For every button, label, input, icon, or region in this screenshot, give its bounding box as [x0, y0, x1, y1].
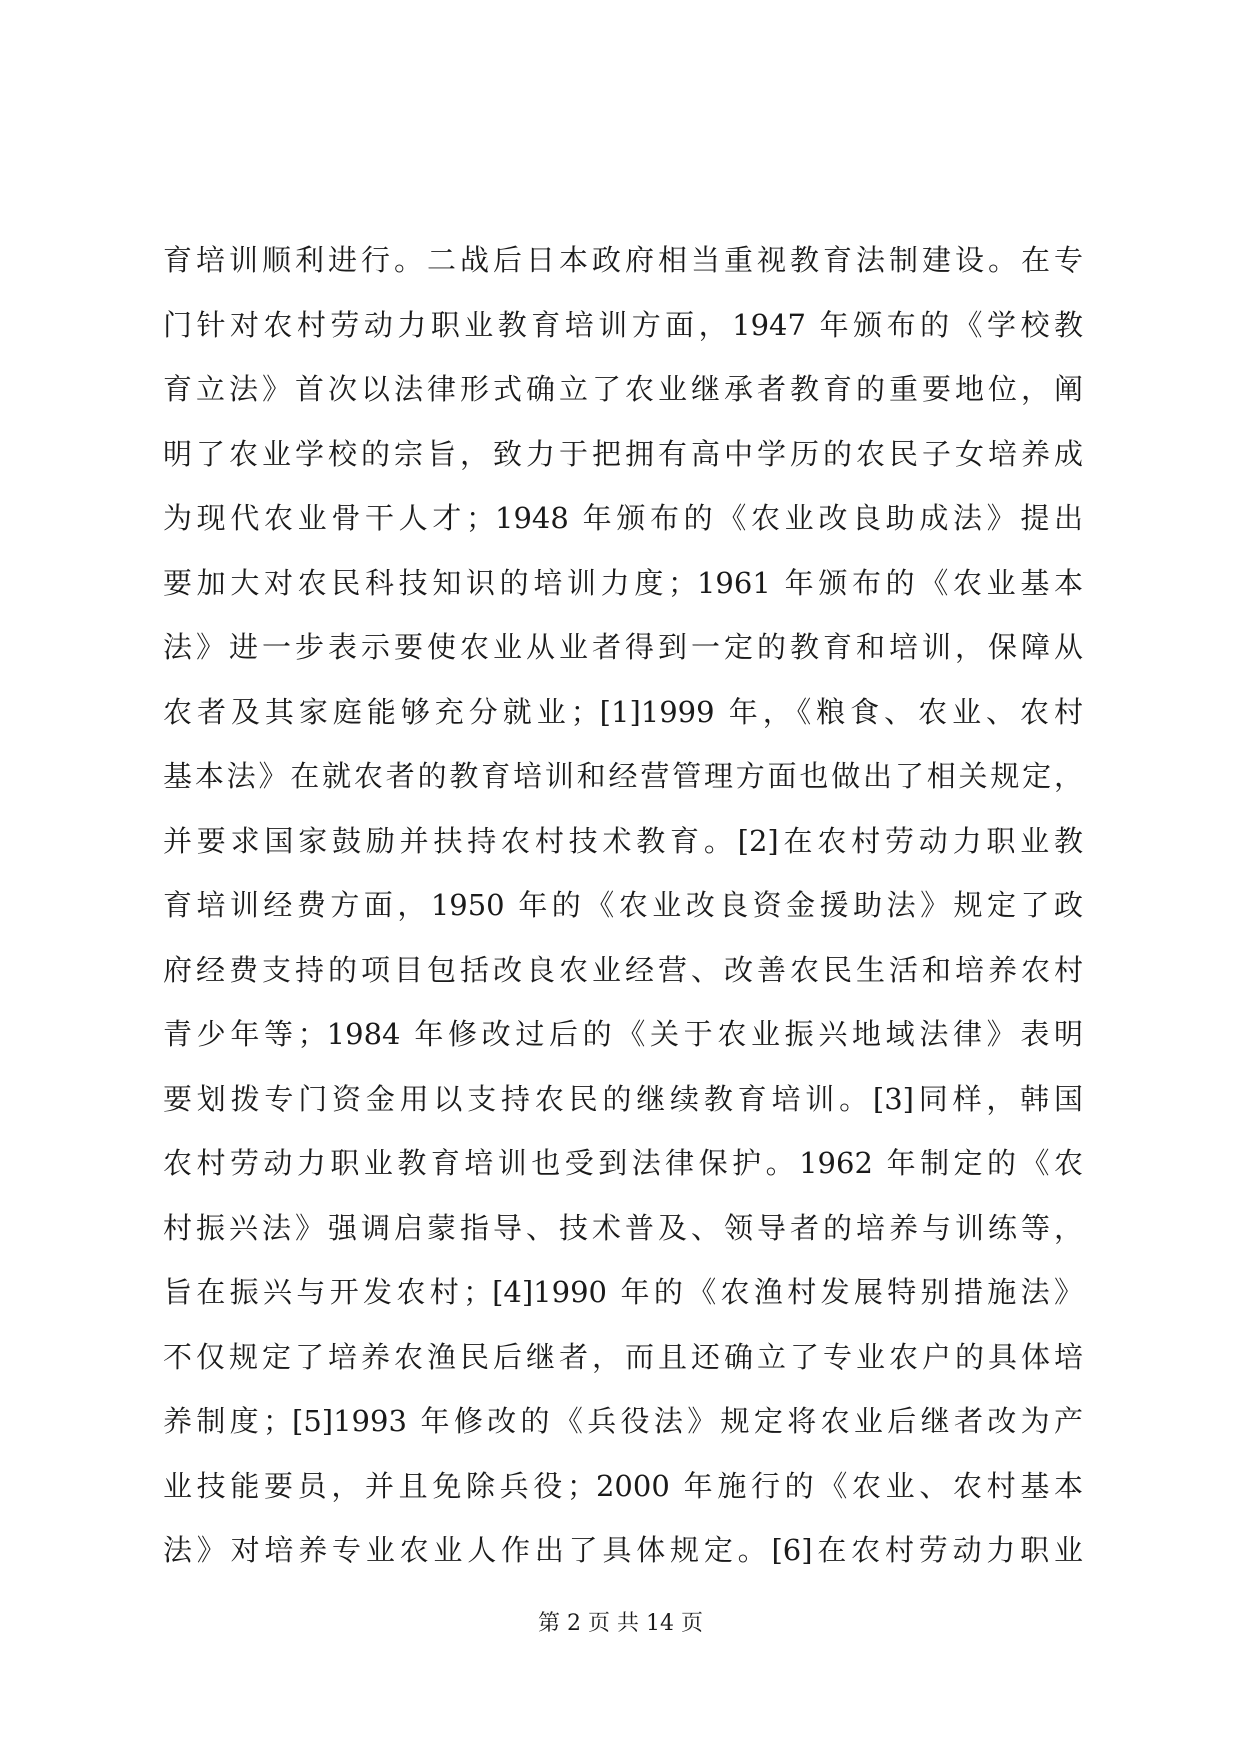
text-line: 业技能要员，并且免除兵役；2000 年施行的《农业、农村基本 — [163, 1468, 1083, 1503]
text-line: 旨在振兴与开发农村；[4]1990 年的《农渔村发展特别措施法》 — [163, 1275, 1083, 1309]
text-line: 养制度；[5]1993 年修改的《兵役法》规定将农业后继者改为产 — [163, 1404, 1083, 1438]
text-line: 府经费支持的项目包括改良农业经营、改善农民生活和培养农村 — [163, 952, 1083, 987]
text-line: 要加大对农民科技知识的培训力度；1961 年颁布的《农业基本 — [163, 565, 1083, 600]
text-line: 农村劳动力职业教育培训也受到法律保护。1962 年制定的《农 — [163, 1146, 1083, 1180]
text-line: 明了农业学校的宗旨，致力于把拥有高中学历的农民子女培养成 — [163, 436, 1083, 471]
text-line: 青少年等；1984 年修改过后的《关于农业振兴地域法律》表明 — [163, 1017, 1083, 1051]
text-line: 育培训经费方面，1950 年的《农业改良资金援助法》规定了政 — [163, 888, 1083, 922]
text-line: 农者及其家庭能够充分就业；[1]1999 年，《粮食、农业、农村 — [163, 694, 1083, 729]
text-line: 村振兴法》强调启蒙指导、技术普及、领导者的培养与训练等， — [163, 1210, 1083, 1245]
text-line: 育立法》首次以法律形式确立了农业继承者教育的重要地位，阐 — [163, 372, 1083, 406]
text-line: 法》对培养专业农业人作出了具体规定。[6]在农村劳动力职业 — [163, 1533, 1083, 1567]
text-line: 要划拨专门资金用以支持农民的继续教育培训。[3]同样，韩国 — [163, 1081, 1083, 1116]
text-line: 不仅规定了培养农渔民后继者，而且还确立了专业农户的具体培 — [163, 1339, 1083, 1374]
text-line: 育培训顺利进行。二战后日本政府相当重视教育法制建设。在专 — [163, 243, 1083, 277]
body-text — [163, 228, 1083, 1583]
text-line: 门针对农村劳动力职业教育培训方面，1947 年颁布的《学校教 — [163, 307, 1083, 342]
text-line: 法》进一步表示要使农业从业者得到一定的教育和培训，保障从 — [163, 630, 1083, 664]
text-line: 基本法》在就农者的教育培训和经营管理方面也做出了相关规定， — [163, 759, 1083, 793]
text-line: 为现代农业骨干人才；1948 年颁布的《农业改良助成法》提出 — [163, 501, 1083, 535]
page-number-footer: 第 2 页 共 14 页 — [538, 1611, 703, 1636]
text-line: 并要求国家鼓励并扶持农村技术教育。[2]在农村劳动力职业教 — [163, 823, 1083, 858]
